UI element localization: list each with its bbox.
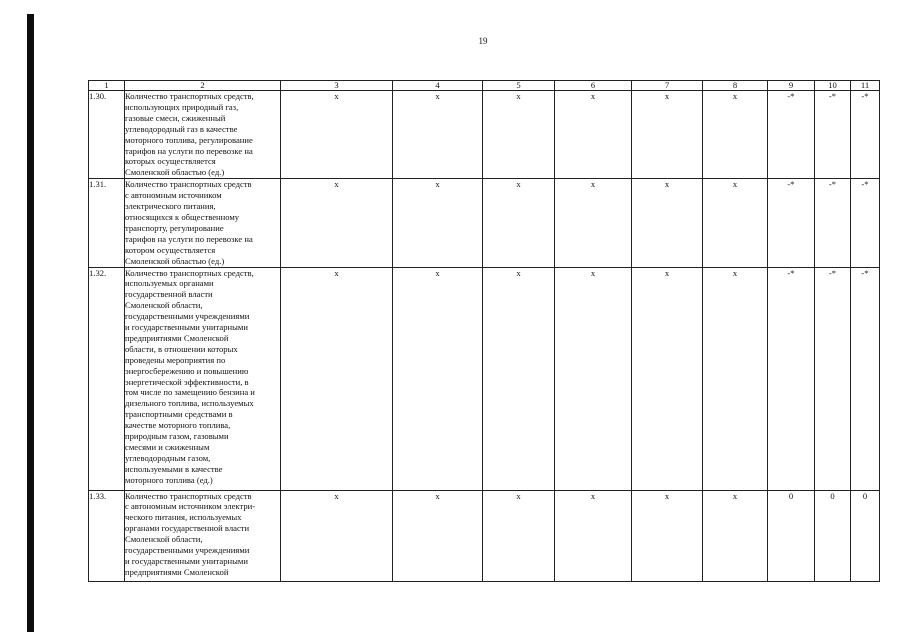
row-number: 1.32.: [89, 267, 125, 490]
value-cell: x: [632, 91, 703, 179]
description-line: котором осуществляется: [125, 244, 216, 255]
description-line: Смоленской области,: [125, 300, 203, 311]
description-line: используемыми в качестве: [125, 463, 223, 474]
description-line: том числе по замещению бензина и: [125, 387, 255, 398]
description-line: качестве моторного топлива,: [125, 420, 231, 431]
indicators-table: [88, 80, 880, 582]
value-cell: x: [483, 267, 555, 490]
description-line: Количество транспортных средств: [125, 490, 252, 501]
description-line: газовые смеси, сжиженный: [125, 112, 226, 123]
value-cell: -*: [815, 267, 851, 490]
description-line: энергосбережению и повышению: [125, 365, 249, 376]
description-line: дизельного топлива, используемых: [125, 398, 254, 409]
value-cell: -*: [768, 267, 815, 490]
description-line: энергетической эффективности, в: [125, 376, 249, 387]
value-cell: x: [632, 490, 703, 581]
value-cell: x: [555, 179, 632, 267]
description-line: Смоленской областью (ед.): [125, 167, 225, 178]
description-line: с автономным источником: [125, 190, 222, 201]
value-cell: -*: [851, 267, 880, 490]
description-line: предприятиями Смоленской: [125, 566, 229, 577]
header-cell: 5: [483, 81, 555, 91]
description-line: государственными учреждениями: [125, 545, 250, 556]
value-cell: x: [281, 91, 393, 179]
value-cell: x: [703, 490, 768, 581]
description-line: государственной власти: [125, 289, 213, 300]
row-number: 1.33.: [89, 490, 125, 581]
description-line: Количество транспортных средств,: [125, 91, 254, 101]
value-cell: x: [281, 490, 393, 581]
value-cell: x: [703, 179, 768, 267]
description-line: электрического питания,: [125, 201, 216, 212]
description-line: транспортными средствами в: [125, 409, 233, 420]
description-line: тарифов на услуги по перевозке на: [125, 145, 253, 156]
value-cell: -*: [815, 91, 851, 179]
header-cell: 11: [851, 81, 880, 91]
description-line: транспорту, регулирование: [125, 222, 224, 233]
value-cell: x: [281, 267, 393, 490]
description-line: углеводородным газом,: [125, 452, 211, 463]
header-row: [89, 81, 880, 91]
description-line: углеводородный газ в качестве: [125, 123, 238, 134]
row-number: 1.30.: [89, 91, 125, 179]
description-line: предприятиями Смоленской: [125, 332, 229, 343]
value-cell: x: [483, 490, 555, 581]
description-line: и государственными унитарными: [125, 555, 248, 566]
value-cell: 0: [815, 490, 851, 581]
value-cell: x: [703, 267, 768, 490]
value-cell: x: [281, 179, 393, 267]
description-line: смесями и сжиженным: [125, 442, 210, 452]
value-cell: x: [393, 267, 483, 490]
description-line: Количество транспортных средств: [125, 179, 252, 190]
value-cell: x: [393, 490, 483, 581]
value-cell: x: [393, 91, 483, 179]
description-line: тарифов на услуги по перевозке на: [125, 233, 253, 244]
value-cell: x: [483, 91, 555, 179]
description-line: природным газом, газовыми: [125, 431, 229, 442]
description-line: моторного топлива, регулирование: [125, 134, 253, 145]
description-line: органами государственной власти: [125, 523, 250, 534]
value-cell: -*: [815, 179, 851, 267]
value-cell: x: [632, 179, 703, 267]
header-cell: 3: [281, 81, 393, 91]
value-cell: x: [555, 91, 632, 179]
value-cell: -*: [851, 91, 880, 179]
header-cell: 1: [89, 81, 125, 91]
description-line: моторного топлива (ед.): [125, 474, 213, 485]
description-line: государственными учреждениями: [125, 311, 250, 322]
description-line: с автономным источником электри-: [125, 501, 256, 512]
row-description: [125, 179, 281, 267]
value-cell: x: [483, 179, 555, 267]
description-line: проведены мероприятия по: [125, 354, 226, 365]
description-line: ческого питания, используемых: [125, 512, 242, 523]
value-cell: -*: [768, 179, 815, 267]
value-cell: -*: [768, 91, 815, 179]
header-cell: 10: [815, 81, 851, 91]
table-row: [89, 490, 880, 581]
table-row: [89, 179, 880, 267]
row-description: [125, 91, 281, 179]
value-cell: -*: [851, 179, 880, 267]
description-line: использующих природный газ,: [125, 101, 239, 112]
description-line: используемых органами: [125, 278, 214, 289]
value-cell: 0: [851, 490, 880, 581]
description-line: Смоленской области,: [125, 534, 203, 545]
value-cell: x: [703, 91, 768, 179]
header-cell: 4: [393, 81, 483, 91]
description-line: относящихся к общественному: [125, 211, 240, 222]
header-cell: 7: [632, 81, 703, 91]
description-line: области, в отношении которых: [125, 343, 238, 354]
header-cell: 8: [703, 81, 768, 91]
scan-edge-bar: [27, 14, 34, 632]
row-description: [125, 490, 281, 581]
description-line: и государственными унитарными: [125, 322, 248, 333]
value-cell: x: [393, 179, 483, 267]
table-row: [89, 267, 880, 490]
row-number: 1.31.: [89, 179, 125, 267]
row-description: [125, 267, 281, 490]
header-cell: 6: [555, 81, 632, 91]
table-row: [89, 91, 880, 179]
value-cell: x: [555, 490, 632, 581]
description-line: Смоленской областью (ед.): [125, 255, 225, 266]
description-line: которых осуществляется: [125, 156, 216, 167]
value-cell: x: [555, 267, 632, 490]
header-cell: 2: [125, 81, 281, 91]
page-number: 19: [478, 36, 488, 46]
value-cell: 0: [768, 490, 815, 581]
description-line: Количество транспортных средств,: [125, 267, 254, 278]
value-cell: x: [632, 267, 703, 490]
header-cell: 9: [768, 81, 815, 91]
